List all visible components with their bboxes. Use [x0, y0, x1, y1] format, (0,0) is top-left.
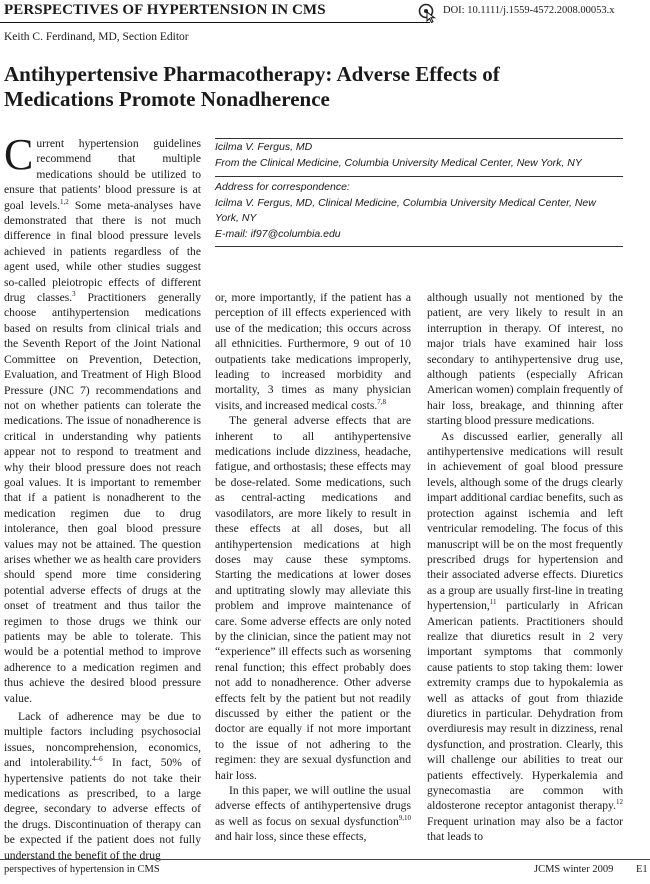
citation[interactable]: 12	[616, 798, 623, 807]
text-span: Lack of adherence may be due to multiple factors including psychosocial issues, noncomprehension, economics, and intolerability.	[4, 710, 201, 770]
drop-cap: C	[4, 130, 34, 179]
text-span: In this paper, we will outline the usual adverse effects of antihypertensive drugs as well as focus on sexual dysfunction	[215, 784, 411, 828]
footer-journal: perspectives of hypertension in CMS	[4, 864, 160, 875]
paragraph-4-continued	[427, 290, 623, 429]
footer-rule	[0, 859, 650, 860]
footer-page-number: E1	[636, 864, 648, 875]
article-title	[4, 62, 564, 112]
correspondence-label: Address for correspondence:	[215, 181, 350, 193]
correspondence-line-2: York, NY	[215, 212, 257, 224]
article-title-line-1: Antihypertensive Pharmacotherapy: Adverse Effects of	[4, 62, 500, 86]
paragraph-1	[4, 130, 201, 706]
citation[interactable]: 4–6	[92, 755, 103, 764]
body-column-3	[427, 290, 623, 845]
author-name: Icilma V. Fergus, MD	[215, 141, 313, 153]
footer-issue: JCMS winter 2009	[534, 864, 614, 875]
text-span: and hair loss, since these effects,	[215, 830, 367, 844]
doi-text[interactable]: DOI: 10.1111/j.1559-4572.2008.00053.x	[443, 5, 615, 16]
text-span: Frequent urination may also be a factor that leads to	[427, 814, 623, 844]
text-span: or, more importantly, if the patient has a perception of ill effects experienced with use of the medication; this occurs across all ethnicities. Furthermore, 9 out of 10 outpatients take medications improperly, leading to increased morbidity and mortality, 3 times as many physician visits, and increased medical costs.	[215, 291, 411, 412]
citation[interactable]: 1,2	[60, 197, 69, 206]
text-span: although usually not mentioned by the patient, are very likely to result in an interruption in therapy. Of interest, no major trials have examined hair loss secondary to antihypertensive drug use, although patients (especially African American women) complain frequently of hair loss, breakage, and thinning after starting blood pressure medications.	[427, 291, 623, 428]
body-column-2	[215, 290, 411, 845]
text-span: urrent hypertension guidelines recommend that multiple medications should be utilized to ensure that patients’ blood pressure is at goal levels.	[4, 137, 201, 212]
author-email[interactable]: E-mail: if97@columbia.edu	[215, 227, 341, 240]
text-span: Some meta-analyses have demonstrated that there is not much difference in final blood pressure levels achieved in patients regardless of the agent used, while other studies suggest so-called pleiotropic effects of different drug classes.	[4, 198, 201, 305]
text-span: Practitioners generally choose antihypertension medications based on results from clinical trials and the Seventh Report of the Joint National Committee on Prevention, Detection, Evaluation, and Treatment of High Blood Pressure (JNC 7) recommendations and not on whether patients can tolerate the medications. The issue of nonadherence is critical in understanding why patients appear not to respond to treatment and why their blood pressure does not reach goal values. It is important to remember that if a patient is nonadherent to the medication regimen due to drug intolerance, then goal blood pressure values may not be attained. The question arises whether we as health care providers should spend more time considering potential adverse effects of drugs at the onset of treatment and thus tailor the regimen to those drugs we think our patients may be able to tolerate. This would be a potential method to improve adherence to a medication regimen and thus achieve the desired blood pressure value.	[4, 291, 201, 705]
article-title-line-2: Medications Promote Nonadherence	[4, 87, 330, 111]
text-span: As discussed earlier, generally all antihypertensive medications will result in achievement of goal blood pressure levels, although some of the drugs clearly impart additional cardiac benefits, such as protection against ischemia and left ventricular remodeling. The focus of this manuscript will be on the most frequently prescribed drugs for hypertension and their associated adverse effects. Diuretics as a group are usually first-line in treating hypertension,	[427, 429, 623, 613]
paragraph-2	[4, 709, 201, 863]
citation[interactable]: 11	[489, 598, 497, 607]
paragraph-2-continued	[215, 290, 411, 413]
header-rule	[0, 22, 430, 23]
paragraph-3: The general adverse effects that are inherent to all antihypertensive medications include dizziness, headache, fatigue, and orthostasis; these effects may be dose-related. Some medications, such as central-acting medications and vasodilators, are more likely to result in these effects at all doses, but all antihypertension medications at high doses may cause these symptoms. Starting the medications at lower doses and uptitrating slowly may alleviate this problem and improve maintenance of care. Some adverse effects are only noted by the clinician, since the patient may not “experience” ill effects such as worsening renal function; this effect probably does not add to nonadherence. Other adverse effects felt by the patient but not readily discussed by either the patient or the doctor are equally if not more important to the issue of not adhering to the regimen: they are sexual dysfunction and hair loss.	[215, 414, 411, 782]
citation[interactable]: 9,10	[398, 813, 411, 822]
section-editor: Keith C. Ferdinand, MD, Section Editor	[4, 31, 189, 43]
paragraph-4	[215, 783, 411, 845]
citation[interactable]: 7,8	[377, 397, 387, 406]
author-info-box	[215, 138, 623, 247]
section-title: PERSPECTIVES OF HYPERTENSION IN CMS	[4, 2, 326, 18]
text-span: In fact, 50% of hypertensive patients do not take their medications as prescribed, to a large degree, secondary to adverse effects of the drugs. Discontinuation of therapy can be expected if the patient does not fully understand the benefit of the drug	[4, 756, 202, 862]
paragraph-5	[427, 429, 623, 845]
body-column-1	[4, 130, 202, 863]
text-span: particularly in African American patients. Practitioners should realize that diuretics result in 2 very important symptoms that commonly cause patients to stop taking them: lower extremity cramps due to hypokalemia as well as attacks of gout from thiazide diuretics in particular. Dehydration from overdiuresis may result in dizziness, renal dysfunction, and prostration. Clearly, this will challenge our abilities to treat our patients effectively. Hyperkalemia and gynecomastia are common with aldosterone receptor antagonist therapy.	[427, 599, 623, 813]
author-affiliation: From the Clinical Medicine, Columbia University Medical Center, New York, NY	[215, 156, 582, 169]
correspondence-line-1: Icilma V. Fergus, MD, Clinical Medicine, Columbia University Medical Center, New	[215, 196, 596, 209]
citation[interactable]: 3	[72, 290, 76, 299]
mouse-cursor-icon	[418, 3, 436, 23]
